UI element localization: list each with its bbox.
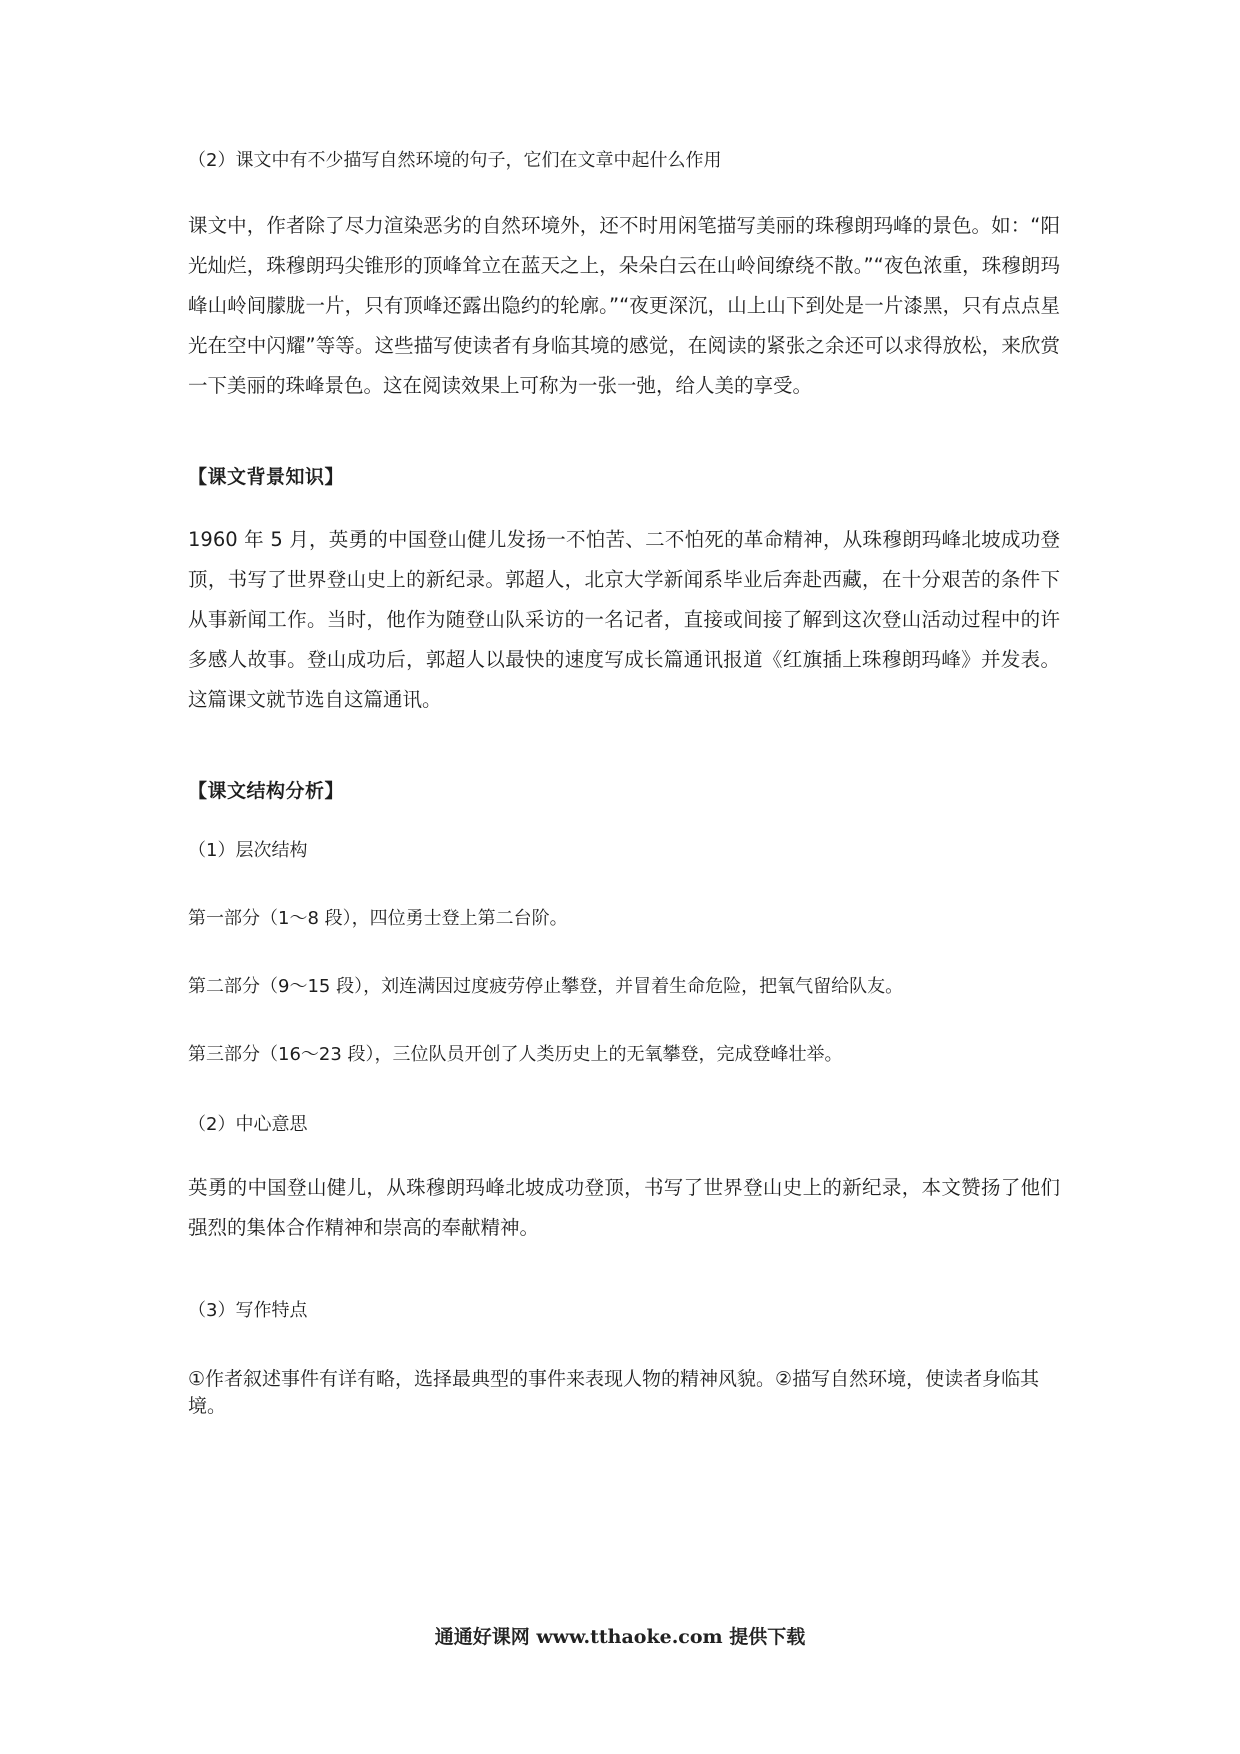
- background-heading: 【课文背景知识】: [188, 466, 345, 488]
- central-idea-text: 英勇的中国登山健儿，从珠穆朗玛峰北坡成功登顶，书写了世界登山史上的新纪录，本文赞扬了他们强烈的集体合作精神和崇高的奉献精神。: [188, 1176, 1060, 1239]
- background-text: 1960 年 5 月，英勇的中国登山健儿发扬一不怕苦、二不怕死的革命精神，从珠穆朗玛峰北坡成功登顶，书写了世界登山史上的新纪录。郭超人，北京大学新闻系毕业后奔赴西藏，在十分艰苦的条件下从事新闻工作。当时，他作为随登山队采访的一名记者，直接或间接了解到这次登山活动过程中的许多感人故事。登山成功后，郭超人以最快的速度写成长篇通讯报道《红旗插上珠穆朗玛峰》并发表。这篇课文就节选自这篇通讯。: [188, 528, 1060, 711]
- level-structure-title: （1）层次结构: [188, 840, 308, 861]
- central-idea-title: （2）中心意思: [188, 1114, 308, 1135]
- writing-features-title: （3）写作特点: [188, 1300, 308, 1321]
- writing-features-text: ①作者叙述事件有详有略，选择最典型的事件来表现人物的精神风貌。②描写自然环境，使读者身临其境。: [188, 1368, 1040, 1417]
- part-2: 第二部分（9～15 段），刘连满因过度疲劳停止攀登，并冒着生命危险，把氧气留给队友。: [188, 976, 904, 997]
- part-1: 第一部分（1～8 段），四位勇士登上第二台阶。: [188, 908, 568, 929]
- structure-heading: 【课文结构分析】: [188, 780, 345, 802]
- part-3: 第三部分（16～23 段），三位队员开创了人类历史上的无氧攀登，完成登峰壮举。: [188, 1044, 843, 1065]
- footer-watermark: 通通好课网 www.tthaoke.com 提供下载: [434, 1626, 806, 1648]
- question-2-answer: 课文中，作者除了尽力渲染恶劣的自然环境外，还不时用闲笔描写美丽的珠穆朗玛峰的景色。如：“阳光灿烂，珠穆朗玛尖锥形的顶峰耸立在蓝天之上，朵朵白云在山岭间缭绕不散。”“夜色浓重，珠穆朗玛峰山岭间朦胧一片，只有顶峰还露出隐约的轮廓。”“夜更深沉，山上山下到处是一片漆黑，只有点点星光在空中闪耀”等等。这些描写使读者有身临其境的感觉，在阅读的紧张之余还可以求得放松，来欣赏一下美丽的珠峰景色。这在阅读效果上可称为一张一弛，给人美的享受。: [188, 214, 1060, 397]
- question-2-title: （2）课文中有不少描写自然环境的句子，它们在文章中起什么作用: [188, 150, 722, 171]
